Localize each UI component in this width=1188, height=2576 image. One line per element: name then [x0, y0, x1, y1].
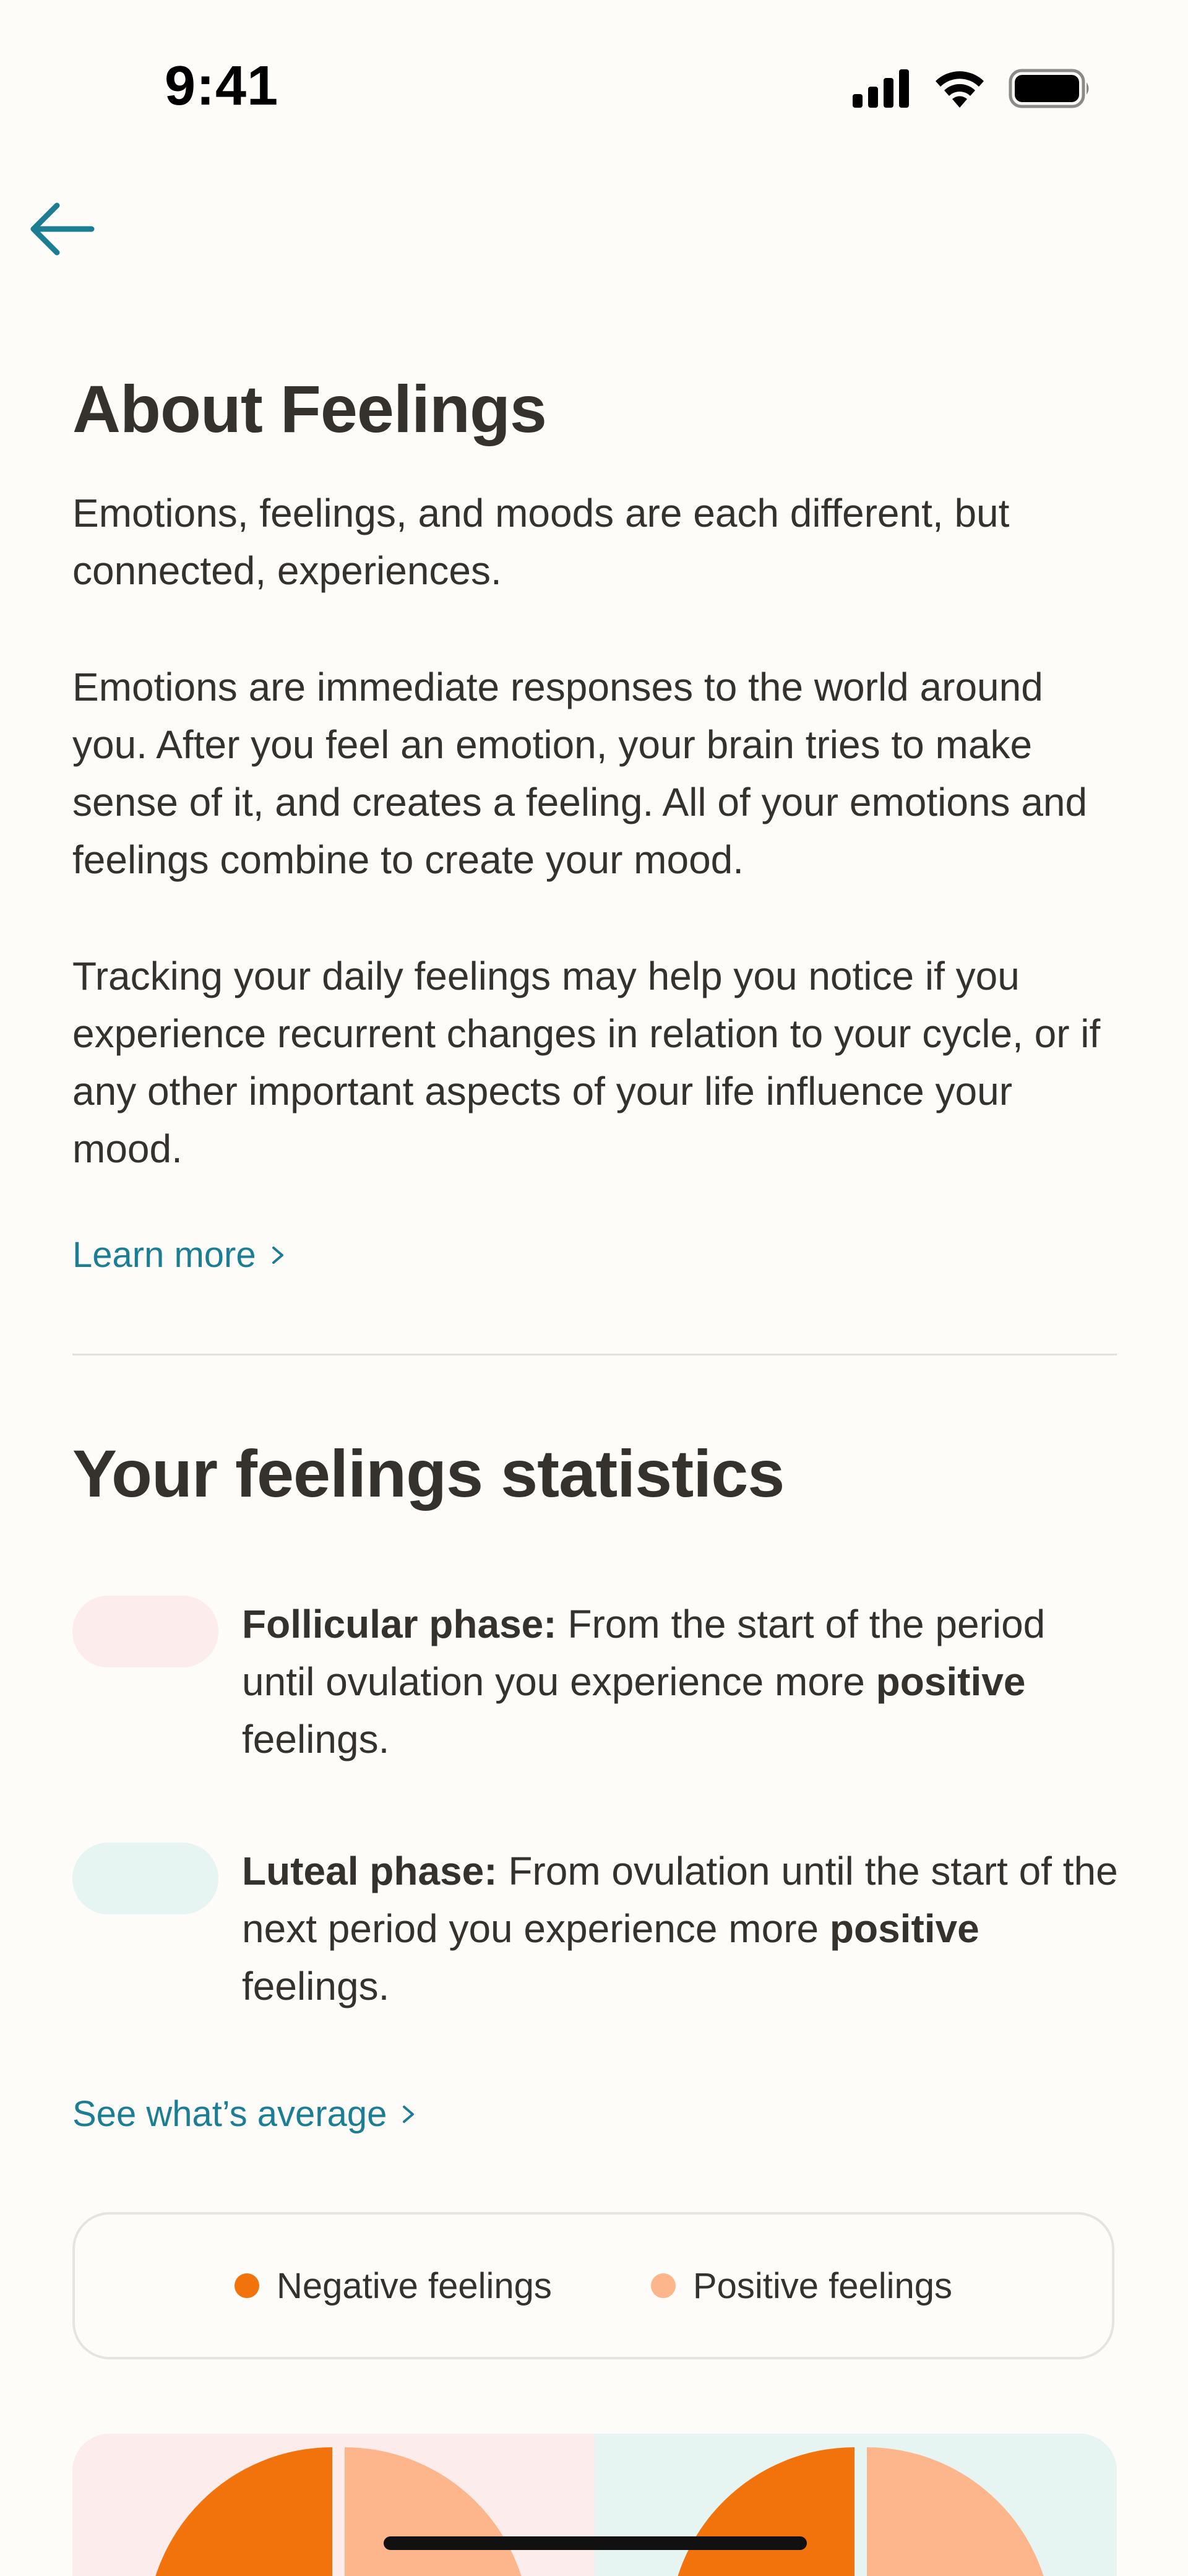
follicular-phase-name: Follicular phase: [242, 1602, 557, 1646]
luteal-phase-swatch [72, 1843, 218, 1914]
follicular-negative-slice [147, 2447, 332, 2576]
see-average-link[interactable] [72, 2093, 419, 2135]
follicular-chart-panel [72, 2434, 595, 2576]
follicular-phase-swatch [72, 1596, 218, 1667]
follicular-phase-desc-end: feelings. [242, 1717, 390, 1761]
follicular-phase-desc: From the start of the period until ovulation you experience more [242, 1602, 1046, 1704]
luteal-phase-desc: From ovulation until the start of the next period you experience more [242, 1849, 1118, 1951]
chart-legend [72, 2212, 1114, 2359]
luteal-phase-name: Luteal phase: [242, 1849, 497, 1893]
legend-item-positive [651, 2265, 952, 2307]
arrow-left-icon [25, 197, 105, 265]
about-paragraph-1: Emotions, feelings, and moods are each different, but connected, experiences. [72, 491, 1010, 593]
luteal-phase-text [242, 1843, 1121, 2015]
legend-item-negative [235, 2265, 552, 2307]
learn-more-label: Learn more [72, 1235, 256, 1275]
section-divider [72, 1354, 1117, 1355]
negative-dot-icon [235, 2273, 259, 2298]
luteal-negative-slice [669, 2447, 854, 2576]
home-indicator[interactable] [384, 2536, 807, 2550]
cellular-signal-icon [851, 67, 913, 110]
positive-dot-icon [651, 2273, 676, 2298]
status-time: 9:41 [165, 55, 279, 117]
back-button[interactable] [25, 197, 105, 265]
luteal-positive-slice [867, 2447, 1052, 2576]
chevron-right-icon [398, 2102, 419, 2127]
about-paragraph-2: Emotions are immediate responses to the world around you. After you feel an emotion, your brain tries to make sense of it, and creates a feeling. All of your emotions and feelings combine to create your mood. [72, 665, 1088, 882]
luteal-phase-desc-end: feelings. [242, 1964, 390, 2008]
see-average-label: See what’s average [72, 2094, 387, 2134]
stats-title: Your feelings statistics [72, 1436, 785, 1511]
feelings-chart [72, 2434, 1117, 2576]
battery-icon [1009, 67, 1092, 110]
status-bar [0, 0, 1188, 173]
legend-label-negative: Negative feelings [276, 2265, 552, 2306]
legend-label-positive: Positive feelings [692, 2265, 953, 2306]
luteal-phase-emphasis: positive [829, 1906, 979, 1951]
luteal-chart-panel [595, 2434, 1117, 2576]
status-icons [851, 67, 1093, 110]
follicular-phase-emphasis: positive [876, 1659, 1026, 1704]
page-title: About Feelings [72, 371, 546, 446]
follicular-donut [72, 2434, 595, 2576]
about-paragraph-3: Tracking your daily feelings may help you notice if you experience recurrent changes in relation to your cycle, or if any other important aspects of your life influence your mood. [72, 954, 1101, 1171]
follicular-positive-slice [345, 2447, 530, 2576]
wifi-icon [932, 67, 988, 110]
luteal-donut [595, 2434, 1117, 2576]
chevron-right-icon [267, 1243, 288, 1268]
follicular-phase-text [242, 1596, 1121, 1768]
learn-more-link[interactable] [72, 1234, 288, 1276]
